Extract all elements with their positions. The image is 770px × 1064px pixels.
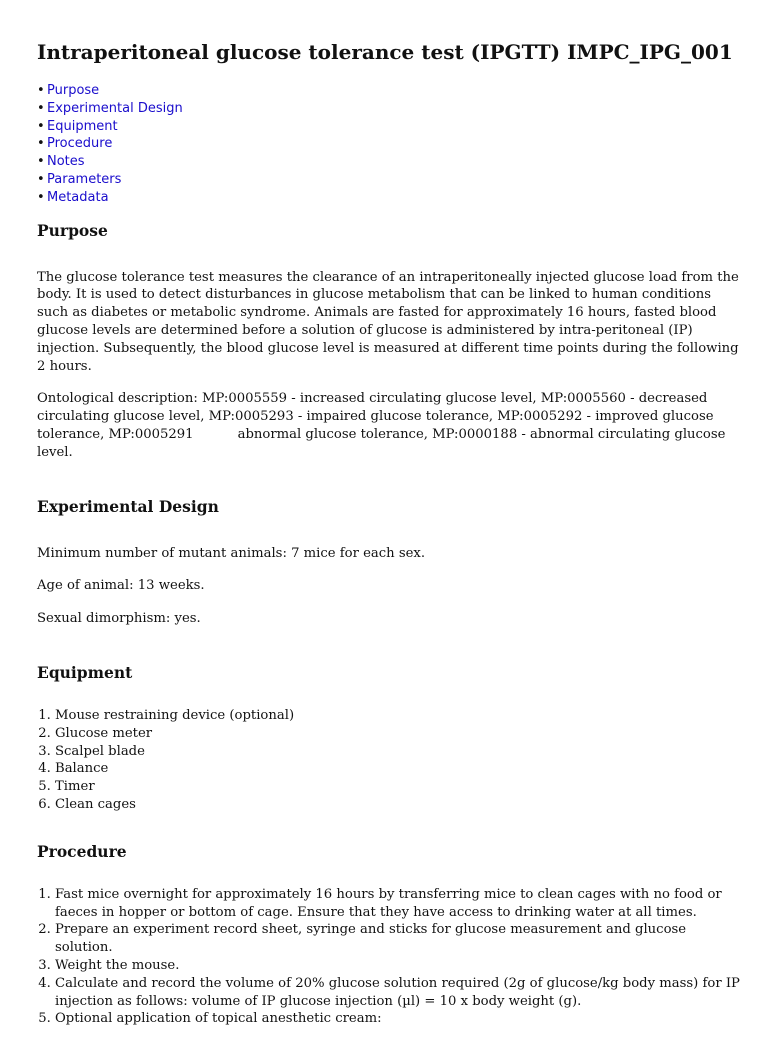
dimorphism-text: Sexual dimorphism: yes. <box>37 611 201 627</box>
experimental-design-section <box>37 497 740 628</box>
table-of-contents <box>37 82 740 207</box>
procedure-heading: Procedure <box>37 841 127 861</box>
list-item: 2. Glucose meter <box>55 725 740 743</box>
toc-item: • Purpose <box>37 83 100 98</box>
list-item: 3. Weight the mouse. <box>55 957 740 975</box>
list-item: 4. Balance <box>55 760 740 778</box>
equipment-section <box>37 663 740 814</box>
toc-item: • Metadata <box>37 189 109 205</box>
purpose-section <box>37 221 740 462</box>
toc-item: • Parameters <box>37 171 122 187</box>
ontological-description <box>37 390 740 461</box>
toc-item: • Procedure <box>37 136 113 152</box>
age-text: Age of animal: 13 weeks. <box>37 578 205 594</box>
toc-link-equipment[interactable]: Equipment <box>47 118 118 134</box>
list-item: 4. Calculate and record the volume of 20% glucose solution required (2g of glucose/kg body mass) for IP injection as follows: volume of IP glucose injection (µl) = 10 x body weight (g). <box>55 975 740 1011</box>
toc-item: • Notes <box>37 154 85 170</box>
toc-link-purpose[interactable]: Purpose <box>47 83 100 98</box>
toc-link-parameters[interactable]: Parameters <box>47 171 122 187</box>
list-item: 1. Fast mice overnight for approximately 16 hours by transferring mice to clean cages with no food or faeces in hopper or bottom of cage. Ensure that they have access to drinking water at all times. <box>55 886 740 922</box>
toc-link-metadata[interactable]: Metadata <box>47 189 109 205</box>
toc-item: • Equipment <box>37 118 118 134</box>
purpose-paragraph: The glucose tolerance test measures the clearance of an intraperitoneally injected glucose load from the body. It is used to detect disturbances in glucose metabolism that can be linked to human conditions such as diabetes or metabolic syndrome. Animals are fasted for approximately 16 hours, fasted blood glucose levels are determined before a solution of glucose is administered by intra-peritoneal (IP) injection. Subsequently, the blood glucose level is measured at different time points during the following 2 hours. <box>37 269 739 374</box>
toc-item: • Experimental Design <box>37 100 183 116</box>
list-item: 1. Mouse restraining device (optional) <box>55 707 740 725</box>
list-item: 5. Timer <box>55 778 740 796</box>
equipment-heading: Equipment <box>37 662 133 682</box>
toc-link-experimental-design[interactable]: Experimental Design <box>47 100 183 116</box>
experimental-design-heading: Experimental Design <box>37 496 219 516</box>
equipment-list <box>37 707 740 814</box>
list-item: 3. Scalpel blade <box>55 743 740 761</box>
toc-link-notes[interactable]: Notes <box>47 154 85 170</box>
procedure-section <box>37 842 740 1028</box>
ontological-description-part1: Ontological description: MP:0005559 - increased circulating glucose level, MP:0005560 - decreased circulating glucose level, MP:0005293 - impaired glucose tolerance, MP:0005292 - improved glucose tolerance, MP:0005291 <box>37 391 714 442</box>
document-page <box>0 40 770 1028</box>
list-item: 5. Optional application of topical anesthetic cream: <box>55 1010 740 1028</box>
min-animals-text: Minimum number of mutant animals: 7 mice for each sex. <box>37 545 426 561</box>
purpose-heading: Purpose <box>37 220 108 240</box>
ontological-description-part2: abnormal glucose tolerance, MP:0000188 - abnormal circulating glucose level. <box>37 426 726 460</box>
list-item: 6. Clean cages <box>55 796 740 814</box>
toc-link-procedure[interactable]: Procedure <box>47 136 113 152</box>
list-item: 2. Prepare an experiment record sheet, syringe and sticks for glucose measurement and glucose solution. <box>55 921 740 957</box>
procedure-list <box>37 886 740 1028</box>
page-title: Intraperitoneal glucose tolerance test (IPGTT) IMPC_IPG_001 <box>37 40 733 64</box>
